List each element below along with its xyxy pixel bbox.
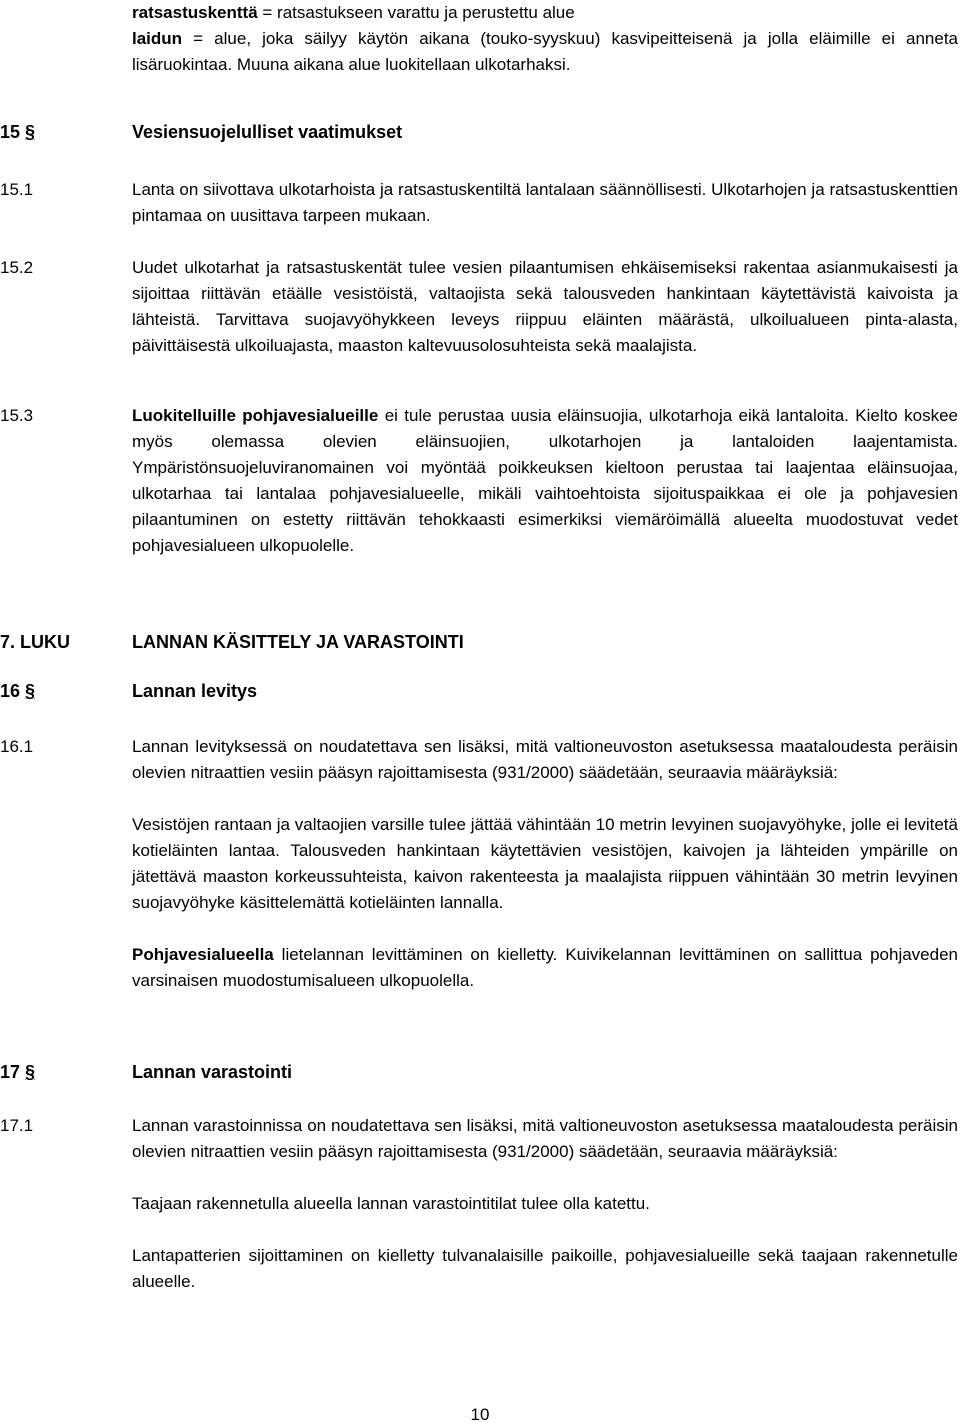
clause-17-1-text: Lannan varastoinnissa on noudatettava sen lisäksi, mitä valtioneuvoston asetuksessa maataloudesta peräisin olevien nitraattien vesiin pääsyn rajoittamisesta (931/2000) säädetään, seuraavia määräyksiä: (132, 1116, 958, 1161)
definition-laidun: laidun = alue, joka säilyy käytön aikana (touko-syyskuu) kasvipeitteisenä ja jolla eläimille ei anneta lisäruokintaa. Muuna aikana alue luokitellaan ulkotarhaksi. (132, 29, 958, 74)
section-16-title: Lannan levitys (132, 681, 258, 701)
clause-15-3-text: Luokitelluille pohjavesialueille ei tule perustaa uusia eläinsuojia, ulkotarhoja eikä lantaloita. Kielto koskee myös olemassa olevien eläinsuojien, ulkotarhojen ja lantaloiden laajentamista. Ympäristönsuojeluviranomainen voi myöntää poikkeuksen kieltoon perustaa tai laajentaa eläinsuojaa, ulkotarhaa tai lantalaa pohjavesialueelle, mikäli vaihtoehtoista sijoituspaikkaa ei ole ja pohjavesien pilaantuminen on estetty riittävän tehokkaasti esimerkiksi viemäröimällä alueelta muodostuvat vedet pohjavesialueen ulkopuolelle. (132, 406, 958, 555)
chapter-number: 7. LUKU (0, 632, 71, 652)
clause-17-1-para-2: Taajaan rakennetulla alueella lannan varastointitilat tulee olla katettu. (132, 1194, 650, 1213)
section-15-title: Vesiensuojelulliset vaatimukset (132, 122, 403, 142)
definition-ratsastuskentta: ratsastuskenttä = ratsastukseen varattu ja perustettu alue (132, 3, 575, 22)
clause-15-1-text: Lanta on siivottava ulkotarhoista ja ratsastuskentiltä lantalaan säännöllisesti. Ulkotarhojen ja ratsastuskenttien pintamaa on uusittava tarpeen mukaan. (132, 180, 958, 225)
clause-16-1-para-3: Pohjavesialueella lietelannan levittäminen on kielletty. Kuivikelannan levittäminen on sallittua pohjaveden varsinaisen muodostumisalueen ulkopuolella. (132, 945, 958, 990)
clause-16-1-para-2: Vesistöjen rantaan ja valtaojien varsille tulee jättää vähintään 10 metrin levyinen suojavyöhyke, jolle ei levitetä kotieläinten lantaa. Talousveden hankintaan käytettävien vesistöjen, kaivojen ja lähteiden ympärille on jätettävä maaston korkeussuhteista, kaivon rakenteesta ja maalajista riippuen vähintään 30 metrin levyinen suojavyöhyke käsittelemättä kotieläinten lannalla. (132, 815, 958, 912)
page-number: 10 (470, 1405, 490, 1424)
clause-15-2-text: Uudet ulkotarhat ja ratsastuskentät tulee vesien pilaantumisen ehkäisemiseksi rakentaa asianmukaisesti ja sijoittaa riittävän etäälle vesistöistä, valtaojista sekä talousveden hankintaan käytettävistä kaivoista ja lähteistä. Tarvittava suojavyöhykkeen leveys riippuu eläinten määrästä, ulkoilualueen pinta-alasta, päivittäisestä ulkoiluajasta, maaston kaltevuusolosuhteista sekä maalajista. (132, 258, 958, 355)
clause-16-1-text: Lannan levityksessä on noudatettava sen lisäksi, mitä valtioneuvoston asetuksessa maataloudesta peräisin olevien nitraattien vesiin pääsyn rajoittamisesta (931/2000) säädetään, seuraavia määräyksiä: (132, 737, 958, 782)
clause-17-1-para-3: Lantapatterien sijoittaminen on kielletty tulvanalaisille paikoille, pohjavesialueille sekä taajaan rakennetulle alueelle. (132, 1246, 958, 1291)
chapter-title: LANNAN KÄSITTELY JA VARASTOINTI (132, 632, 464, 652)
document-page: ratsastuskenttä = ratsastukseen varattu ja perustettu alue laidun = alue, joka säilyy käytön aikana (touko-syyskuu) kasvipeitteisenä ja jolla eläimille ei anneta lisäruokintaa. Muuna aikana alue luokitellaan ulkotarhaksi. 15 § Vesiensuojelulliset vaatimukset 15.1 Lanta on siivottava ulkotarhoista ja ratsastuskentiltä lantalaan säännöllisesti. Ulkotarhojen ja ratsastuskenttien pintamaa on uusittava tarpeen mukaan. 15.2 Uudet ulkotarhat ja ratsastuskentät tulee vesien pilaantumisen ehkäisemiseksi rakentaa asianmukaisesti ja sijoittaa riittävän etäälle vesistöistä, valtaojista sekä talousveden hankintaan käytettävistä kaivoista ja lähteistä. Tarvittava suojavyöhykkeen leveys riippuu eläinten määrästä, ulkoilualueen pinta-alasta, päivittäisestä ulkoiluajasta, maaston kaltevuusolosuhteista sekä maalajista. 15.3 Luokitelluille pohjavesialueille ei tule perustaa uusia eläinsuojia, ulkotarhoja eikä lantaloita. Kielto koskee myös olemassa olevien eläinsuojien, ulkotarhojen ja lantaloiden laajentamista. Ympäristönsuojeluviranomainen voi myöntää poikkeuksen kieltoon perustaa tai laajentaa eläinsuojaa, ulkotarhaa tai lantalaa pohjavesialueelle, mikäli vaihtoehtoista sijoituspaikkaa ei ole ja pohjavesien pilaantuminen on estetty riittävän tehokkaasti esimerkiksi viemäröimällä alueelta muodostuvat vedet pohjavesialueen ulkopuolelle. 7. LUKU LANNAN KÄSITTELY JA VARASTOINTI 16 § Lannan levitys 16.1 Lannan levityksessä on noudatettava sen lisäksi, mitä valtioneuvoston asetuksessa maataloudesta peräisin olevien nitraattien vesiin pääsyn rajoittamisesta (931/2000) säädetään, seuraavia määräyksiä: Vesistöjen rantaan ja valtaojien varsille tulee jättää vähintään 10 metrin levyinen suojavyöhyke, jolle ei levitetä kotieläinten lantaa. Talousveden hankintaan käytettävien vesistöjen, kaivojen ja lähteiden ympärille on jätettävä maaston korkeussuhteista, kaivon rakenteesta ja maalajista riippuen vähintään 30 metrin levyinen suojavyöhyke käsittelemättä kotieläinten lannalla. Pohjavesialueella lietelannan levittäminen on kielletty. Kuivikelannan levittäminen on sallittua pohjaveden varsinaisen muodostumisalueen ulkopuolella. 17 § Lannan varastointi 17.1 Lannan varastoinnissa on noudatettava sen lisäksi, mitä valtioneuvoston asetuksessa maataloudesta peräisin olevien nitraattien vesiin pääsyn rajoittamisesta (931/2000) säädetään, seuraavia määräyksiä: Taajaan rakennetulla alueella lannan varastointitilat tulee olla katettu. Lantapatterien sijoittaminen on kielletty tulvanalaisille paikoille, pohjavesialueille sekä taajaan rakennetulle alueelle. 10 (0, 0, 960, 1425)
section-17-title: Lannan varastointi (132, 1062, 293, 1082)
